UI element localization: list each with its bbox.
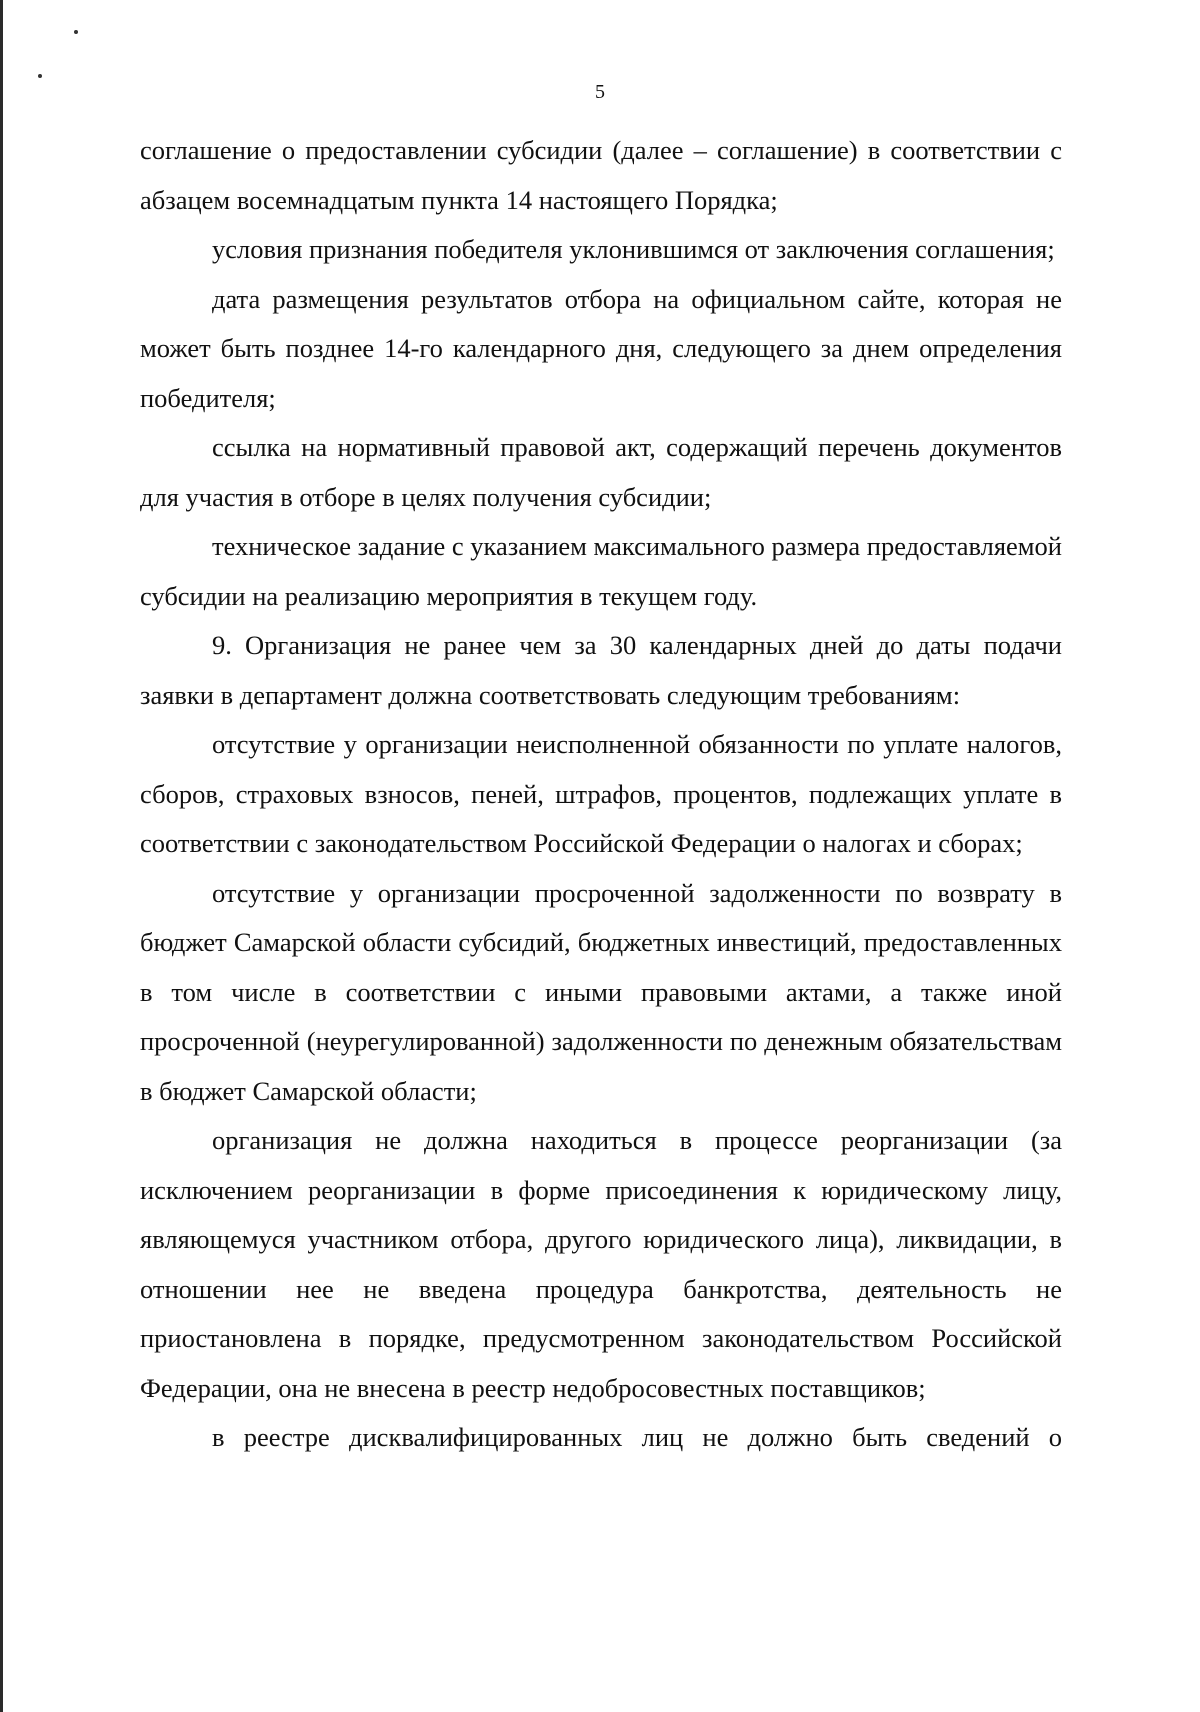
paragraph-winner-evasion: условия признания победителя уклонившимся от заключения соглашения; xyxy=(212,234,1055,264)
paragraph-results-date: дата размещения результатов отбора на официальном сайте, которая не может быть позднее 14-го календарного дня, следующего за днем определения победителя; xyxy=(140,283,1062,413)
document-body xyxy=(140,126,1062,1463)
scan-speck xyxy=(38,74,42,78)
paragraph-legal-act-link: ссылка на нормативный правовой акт, содержащий перечень документов для участия в отборе в целях получения субсидии; xyxy=(140,432,1062,512)
paragraph-agreement: соглашение о предоставлении субсидии (далее – соглашение) в соответствии с абзацем восемнадцатым пункта 14 настоящего Порядка; xyxy=(140,135,1062,215)
paragraph-no-reorganization: организация не должна находиться в процессе реорганизации (за исключением реорганизации в форме присоединения к юридическому лицу, являющемуся участником отбора, другого юридического лица), ликвидации, в отношении нее не введена процедура банкротства, деятельность не приостановлена в порядке, предусмотренном законодательством Российской Федерации, она не внесена в реестр недобросовестных поставщиков; xyxy=(140,1125,1062,1403)
scan-speck xyxy=(74,30,78,34)
paragraph-no-tax-debt: отсутствие у организации неисполненной обязанности по уплате налогов, сборов, страховых взносов, пеней, штрафов, процентов, подлежащих уплате в соответствии с законодательством Российской Федерации о налогах и сборах; xyxy=(140,729,1062,858)
paragraph-section-9: 9. Организация не ранее чем за 30 календарных дней до даты подачи заявки в департамент должна соответствовать следующим требованиям: xyxy=(140,630,1062,710)
paragraph-technical-task: техническое задание с указанием максимального размера предоставляемой субсидии на реализацию мероприятия в текущем году. xyxy=(140,531,1062,611)
scan-edge xyxy=(0,0,3,1712)
paragraph-no-overdue-debt: отсутствие у организации просроченной задолженности по возврату в бюджет Самарской области субсидий, бюджетных инвестиций, предоставленных в том числе в соответствии с иными правовыми актами, а также иной просроченной (неурегулированной) задолженности по денежным обязательствам в бюджет Самарской области; xyxy=(140,877,1062,1106)
page-number: 5 xyxy=(595,81,605,103)
paragraph-disqualified-registry: в реестре дисквалифицированных лиц не должно быть сведений о xyxy=(212,1422,1062,1452)
